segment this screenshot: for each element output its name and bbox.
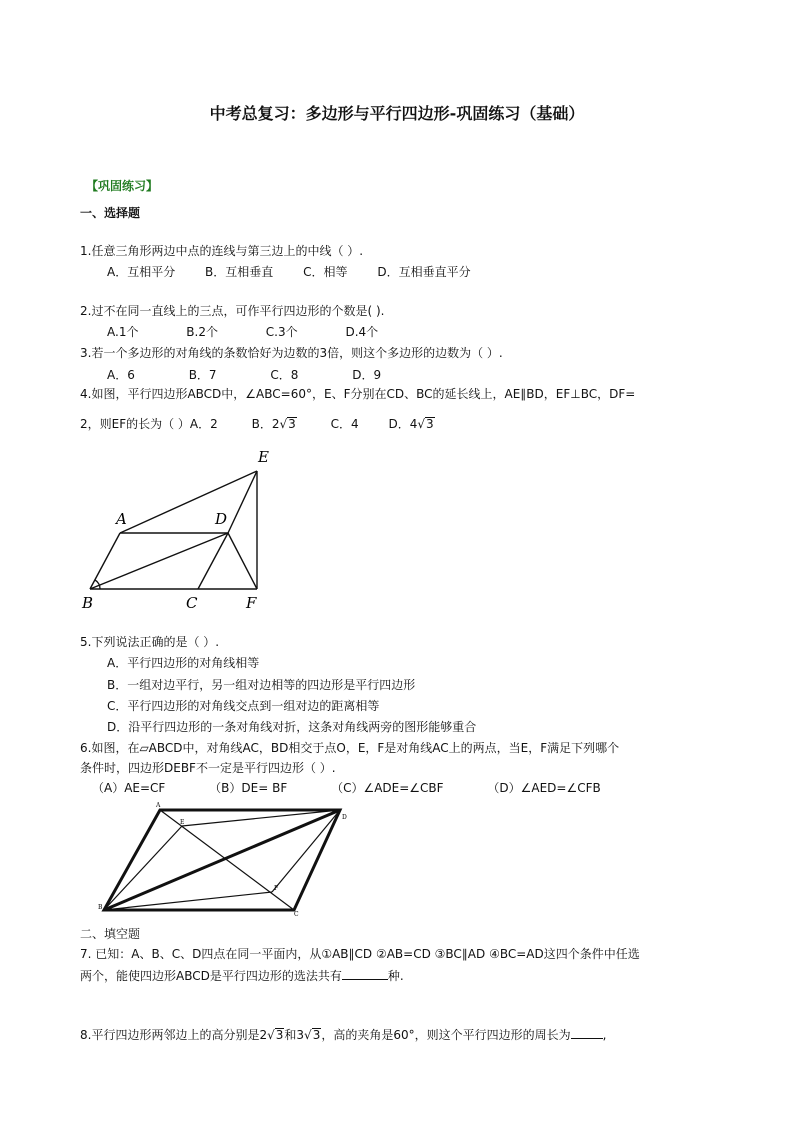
q5-option-a: A．平行四边形的对角线相等 (107, 656, 260, 670)
fig1-side-dc (198, 533, 228, 589)
q5-option-d: D．沿平行四边形的一条对角线对折，这条对角线两旁的图形能够重合 (107, 720, 477, 734)
q6-line2: 条件时，四边形DEBF不一定是平行四边形（ ）. (80, 761, 336, 775)
q6-line1: 6.如图，在▱ABCD中，对角线AC，BD相交于点O，E，F是对角线AC上的两点，当E，F满足下列哪个 (80, 741, 620, 755)
page-title: 中考总复习：多边形与平行四边形-巩固练习（基础） (209, 104, 585, 123)
fig1-label-d: D (215, 510, 228, 528)
sqrt-symbol: √3 (417, 417, 434, 431)
q8-prefix: 8.平行四边形两邻边上的高分别是2 (80, 1028, 268, 1042)
q8-radicand-1: 3 (275, 1028, 284, 1042)
q6-option-c: （C）∠ADE=∠CBF (331, 781, 444, 795)
q5-stem: 5.下列说法正确的是（ ）. (80, 635, 220, 649)
q5-option-b: B．一组对边平行，另一组对边相等的四边形是平行四边形 (107, 678, 416, 692)
fig2-label-a: A (156, 802, 161, 809)
q1-option-b: B．互相垂直 (205, 265, 274, 279)
q6-option-b: （B）DE= BF (209, 781, 288, 795)
fig1-label-c: C (186, 594, 198, 612)
sqrt-symbol: √3 (304, 1028, 321, 1042)
figure-2-parallelogram (96, 802, 356, 918)
q8-suffix: ，高的夹角是60°，则这个平行四边形的周长为 (321, 1028, 571, 1042)
q7-line2-prefix: 两个，能使四边形ABCD是平行四边形的选法共有 (80, 969, 342, 983)
q1-option-d: D．互相垂直平分 (377, 265, 471, 279)
q1-option-a: A．互相平分 (107, 265, 176, 279)
q4-option-b-label: B．2 (251, 417, 280, 431)
fig2-diagonal-bd (104, 810, 340, 910)
sqrt-symbol: √3 (267, 1028, 284, 1042)
section-tag: 【巩固练习】 (86, 179, 159, 193)
q8-end: , (602, 1028, 607, 1042)
q3-stem: 3.若一个多边形的对角线的条数恰好为边数的3倍，则这个多边形的边数为（ ）. (80, 346, 503, 360)
q8-middle: 和3 (284, 1028, 305, 1042)
fig1-label-b: B (82, 594, 94, 612)
fig2-label-c: C (294, 911, 299, 918)
q3-option-a: A．6 (107, 368, 135, 382)
fig1-diagonal-bd (90, 533, 228, 589)
fig1-label-a: A (116, 510, 127, 528)
q4-option-c: C．4 (330, 417, 359, 431)
fig2-label-f: F (274, 885, 279, 892)
q7-line2-suffix: 种. (387, 969, 404, 983)
fig1-line-ed (228, 471, 257, 533)
fig1-label-f: F (246, 594, 257, 612)
q2-option-d: D.4个 (345, 325, 379, 339)
figure-1-parallelogram (80, 444, 290, 616)
q1-options (107, 264, 471, 280)
q3-options (107, 367, 381, 383)
fig1-line-ae (120, 471, 257, 533)
fig1-line-df (228, 533, 257, 589)
q4-option-d-label: D．4 (388, 417, 418, 431)
q2-stem: 2.过不在同一直线上的三点，可作平行四边形的个数是( ). (80, 304, 385, 318)
q2-options (107, 324, 378, 340)
q3-option-c: C．8 (270, 368, 299, 382)
fig1-angle-b-mark (95, 580, 100, 589)
q6-options (92, 780, 601, 796)
q2-option-b: B.2个 (186, 325, 218, 339)
fig1-label-e: E (258, 448, 269, 466)
q8-line (80, 1026, 606, 1043)
fig2-label-d: D (342, 814, 347, 821)
q4-option-d-radicand: 3 (426, 417, 434, 431)
q3-option-d: D．9 (352, 368, 382, 382)
q7-answer-blank (342, 967, 388, 980)
fig2-label-b: B (98, 904, 103, 911)
q7-line2 (80, 967, 404, 984)
q4-line2-prefix: 2，则EF的长为（ ）A．2 (80, 417, 218, 431)
q5-option-c: C．平行四边形的对角线交点到一组对边的距离相等 (107, 699, 380, 713)
part2-heading: 二、填空题 (80, 927, 141, 941)
q4-line2 (80, 416, 435, 432)
q4-line1: 4.如图，平行四边形ABCD中，∠ABC=60°，E、F分别在CD、BC的延长线上，AE∥BD，EF⊥BC，DF= (80, 387, 636, 401)
q3-option-b: B．7 (188, 368, 217, 382)
part1-heading: 一、选择题 (80, 206, 141, 220)
q8-radicand-2: 3 (312, 1028, 321, 1042)
q6-option-d: （D）∠AED=∠CFB (487, 781, 601, 795)
fig2-label-e: E (180, 819, 185, 826)
q1-stem: 1.任意三角形两边中点的连线与第三边上的中线（ ）. (80, 244, 364, 258)
q4-option-b-radicand: 3 (288, 417, 296, 431)
fig2-line-ed (182, 810, 340, 826)
fig1-side-ba (90, 533, 120, 589)
fig2-line-df (272, 810, 340, 892)
q6-option-a: （A）AE=CF (92, 781, 166, 795)
q1-option-c: C．相等 (303, 265, 348, 279)
q2-option-a: A.1个 (107, 325, 139, 339)
q8-answer-blank (571, 1026, 603, 1039)
sqrt-symbol: √3 (279, 417, 296, 431)
fig2-line-fb (104, 892, 272, 910)
q2-option-c: C.3个 (265, 325, 298, 339)
q7-line1: 7. 已知：A、B、C、D四点在同一平面内，从①AB∥CD ②AB=CD ③BC∥AD ④BC=AD这四个条件中任选 (80, 947, 640, 961)
